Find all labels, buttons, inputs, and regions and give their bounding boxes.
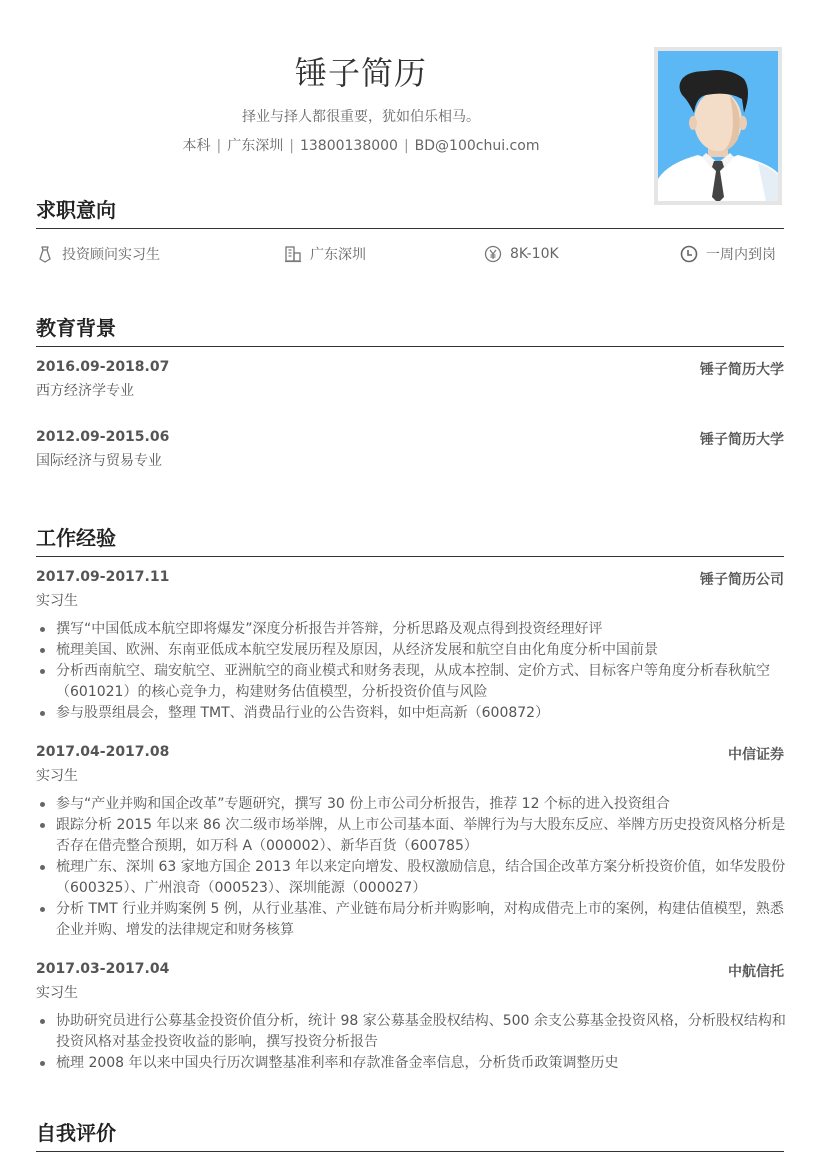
work-bullet: 梳理 2008 年以来中国央行历次调整基准利率和存款准备金率信息，分析货币政策调整历史 xyxy=(36,1053,786,1074)
intent-salary-label: 8K-10K xyxy=(510,246,559,262)
resume-motto: 择业与择人都很重要，犹如伯乐相马。 xyxy=(242,109,480,125)
contact-education: 本科 xyxy=(182,138,211,154)
clock-icon xyxy=(680,245,698,263)
contact-line xyxy=(0,135,722,155)
intent-availability xyxy=(680,244,776,264)
work-bullets xyxy=(36,619,786,724)
work-role: 实习生 xyxy=(36,768,78,784)
section-divider xyxy=(36,346,784,347)
resume-name: 锤子简历 xyxy=(294,54,427,92)
education-school: 锤子简历大学 xyxy=(700,362,784,378)
work-role: 实习生 xyxy=(36,985,78,1001)
work-bullet: 跟踪分析 2015 年以来 86 次二级市场举牌，从上市公司基本面、举牌行为与大股东反应、举牌方历史投资风格分析是否存在借壳整合预期，如万科 A（000002）、新华百货（600785） xyxy=(36,815,786,857)
building-icon xyxy=(284,245,302,263)
education-major: 国际经济与贸易专业 xyxy=(36,453,162,469)
contact-separator: | xyxy=(289,138,294,154)
work-bullet: 分析 TMT 行业并购案例 5 例，从行业基准、产业链布局分析并购影响，对构成借壳上市的案例，构建估值模型，熟悉企业并购、增发的法律规定和财务核算 xyxy=(36,899,786,941)
work-bullet: 参与“产业并购和国企改革”专题研究，撰写 30 份上市公司分析报告，推荐 12 个标的进入投资组合 xyxy=(36,794,786,815)
contact-separator: | xyxy=(216,138,222,154)
work-company: 中航信托 xyxy=(728,964,784,980)
section-title-work: 工作经验 xyxy=(36,526,116,550)
section-divider xyxy=(36,228,784,229)
education-date: 2012.09-2015.06 xyxy=(36,429,170,445)
work-role: 实习生 xyxy=(36,593,78,609)
education-major: 西方经济学专业 xyxy=(36,383,134,399)
work-company: 锤子简历公司 xyxy=(700,572,784,588)
intent-location xyxy=(284,244,366,264)
contact-location: 广东深圳 xyxy=(227,138,284,154)
section-title-education: 教育背景 xyxy=(36,316,116,340)
work-date: 2017.04-2017.08 xyxy=(36,744,170,760)
contact-email: BD@100chui.com xyxy=(414,138,540,154)
work-company: 中信证券 xyxy=(728,747,784,763)
education-school: 锤子简历大学 xyxy=(700,432,784,448)
section-title-self-evaluation: 自我评价 xyxy=(36,1121,116,1145)
work-bullet: 梳理美国、欧洲、东南亚低成本航空发展历程及原因，从经济发展和航空自由化角度分析中国前景 xyxy=(36,640,786,661)
intent-availability-label: 一周内到岗 xyxy=(706,247,776,263)
section-title-job-intent: 求职意向 xyxy=(36,198,116,222)
section-divider xyxy=(36,556,784,557)
resume-header xyxy=(0,0,820,210)
avatar-illustration-icon xyxy=(658,51,778,201)
work-date: 2017.03-2017.04 xyxy=(36,961,170,977)
intent-salary xyxy=(484,244,559,264)
education-date: 2016.09-2018.07 xyxy=(36,359,170,375)
work-date: 2017.09-2017.11 xyxy=(36,569,170,585)
work-bullet: 参与股票组晨会，整理 TMT、消费品行业的公告资料，如中炬高新（600872） xyxy=(36,703,786,724)
intent-location-label: 广东深圳 xyxy=(310,247,366,263)
yen-icon xyxy=(484,245,502,263)
tie-icon xyxy=(36,245,54,263)
work-bullet: 协助研究员进行公募基金投资价值分析，统计 98 家公募基金股权结构、500 余支公募基金投资风格，分析股权结构和投资风格对基金投资收益的影响，撰写投资分析报告 xyxy=(36,1011,786,1053)
contact-phone: 13800138000 xyxy=(299,138,398,154)
work-bullet: 撰写“中国低成本航空即将爆发”深度分析报告并答辩，分析思路及观点得到投资经理好评 xyxy=(36,619,786,640)
work-bullet: 分析西南航空、瑞安航空、亚洲航空的商业模式和财务表现，从成本控制、定价方式、目标客户等角度分析春秋航空（601021）的核心竞争力，构建财务估值模型，分析投资价值与风险 xyxy=(36,661,786,703)
job-intent-row xyxy=(36,244,784,266)
intent-position xyxy=(36,244,160,264)
section-divider xyxy=(36,1151,784,1152)
contact-separator: | xyxy=(403,138,409,154)
work-bullet: 梳理广东、深圳 63 家地方国企 2013 年以来定向增发、股权激励信息，结合国企改革方案分析投资价值，如华发股份（600325）、广州浪奇（000523）、深圳能源（000027） xyxy=(36,857,786,899)
profile-photo xyxy=(654,47,782,205)
work-bullets xyxy=(36,794,786,941)
intent-position-label: 投资顾问实习生 xyxy=(62,247,160,263)
work-bullets xyxy=(36,1011,786,1074)
